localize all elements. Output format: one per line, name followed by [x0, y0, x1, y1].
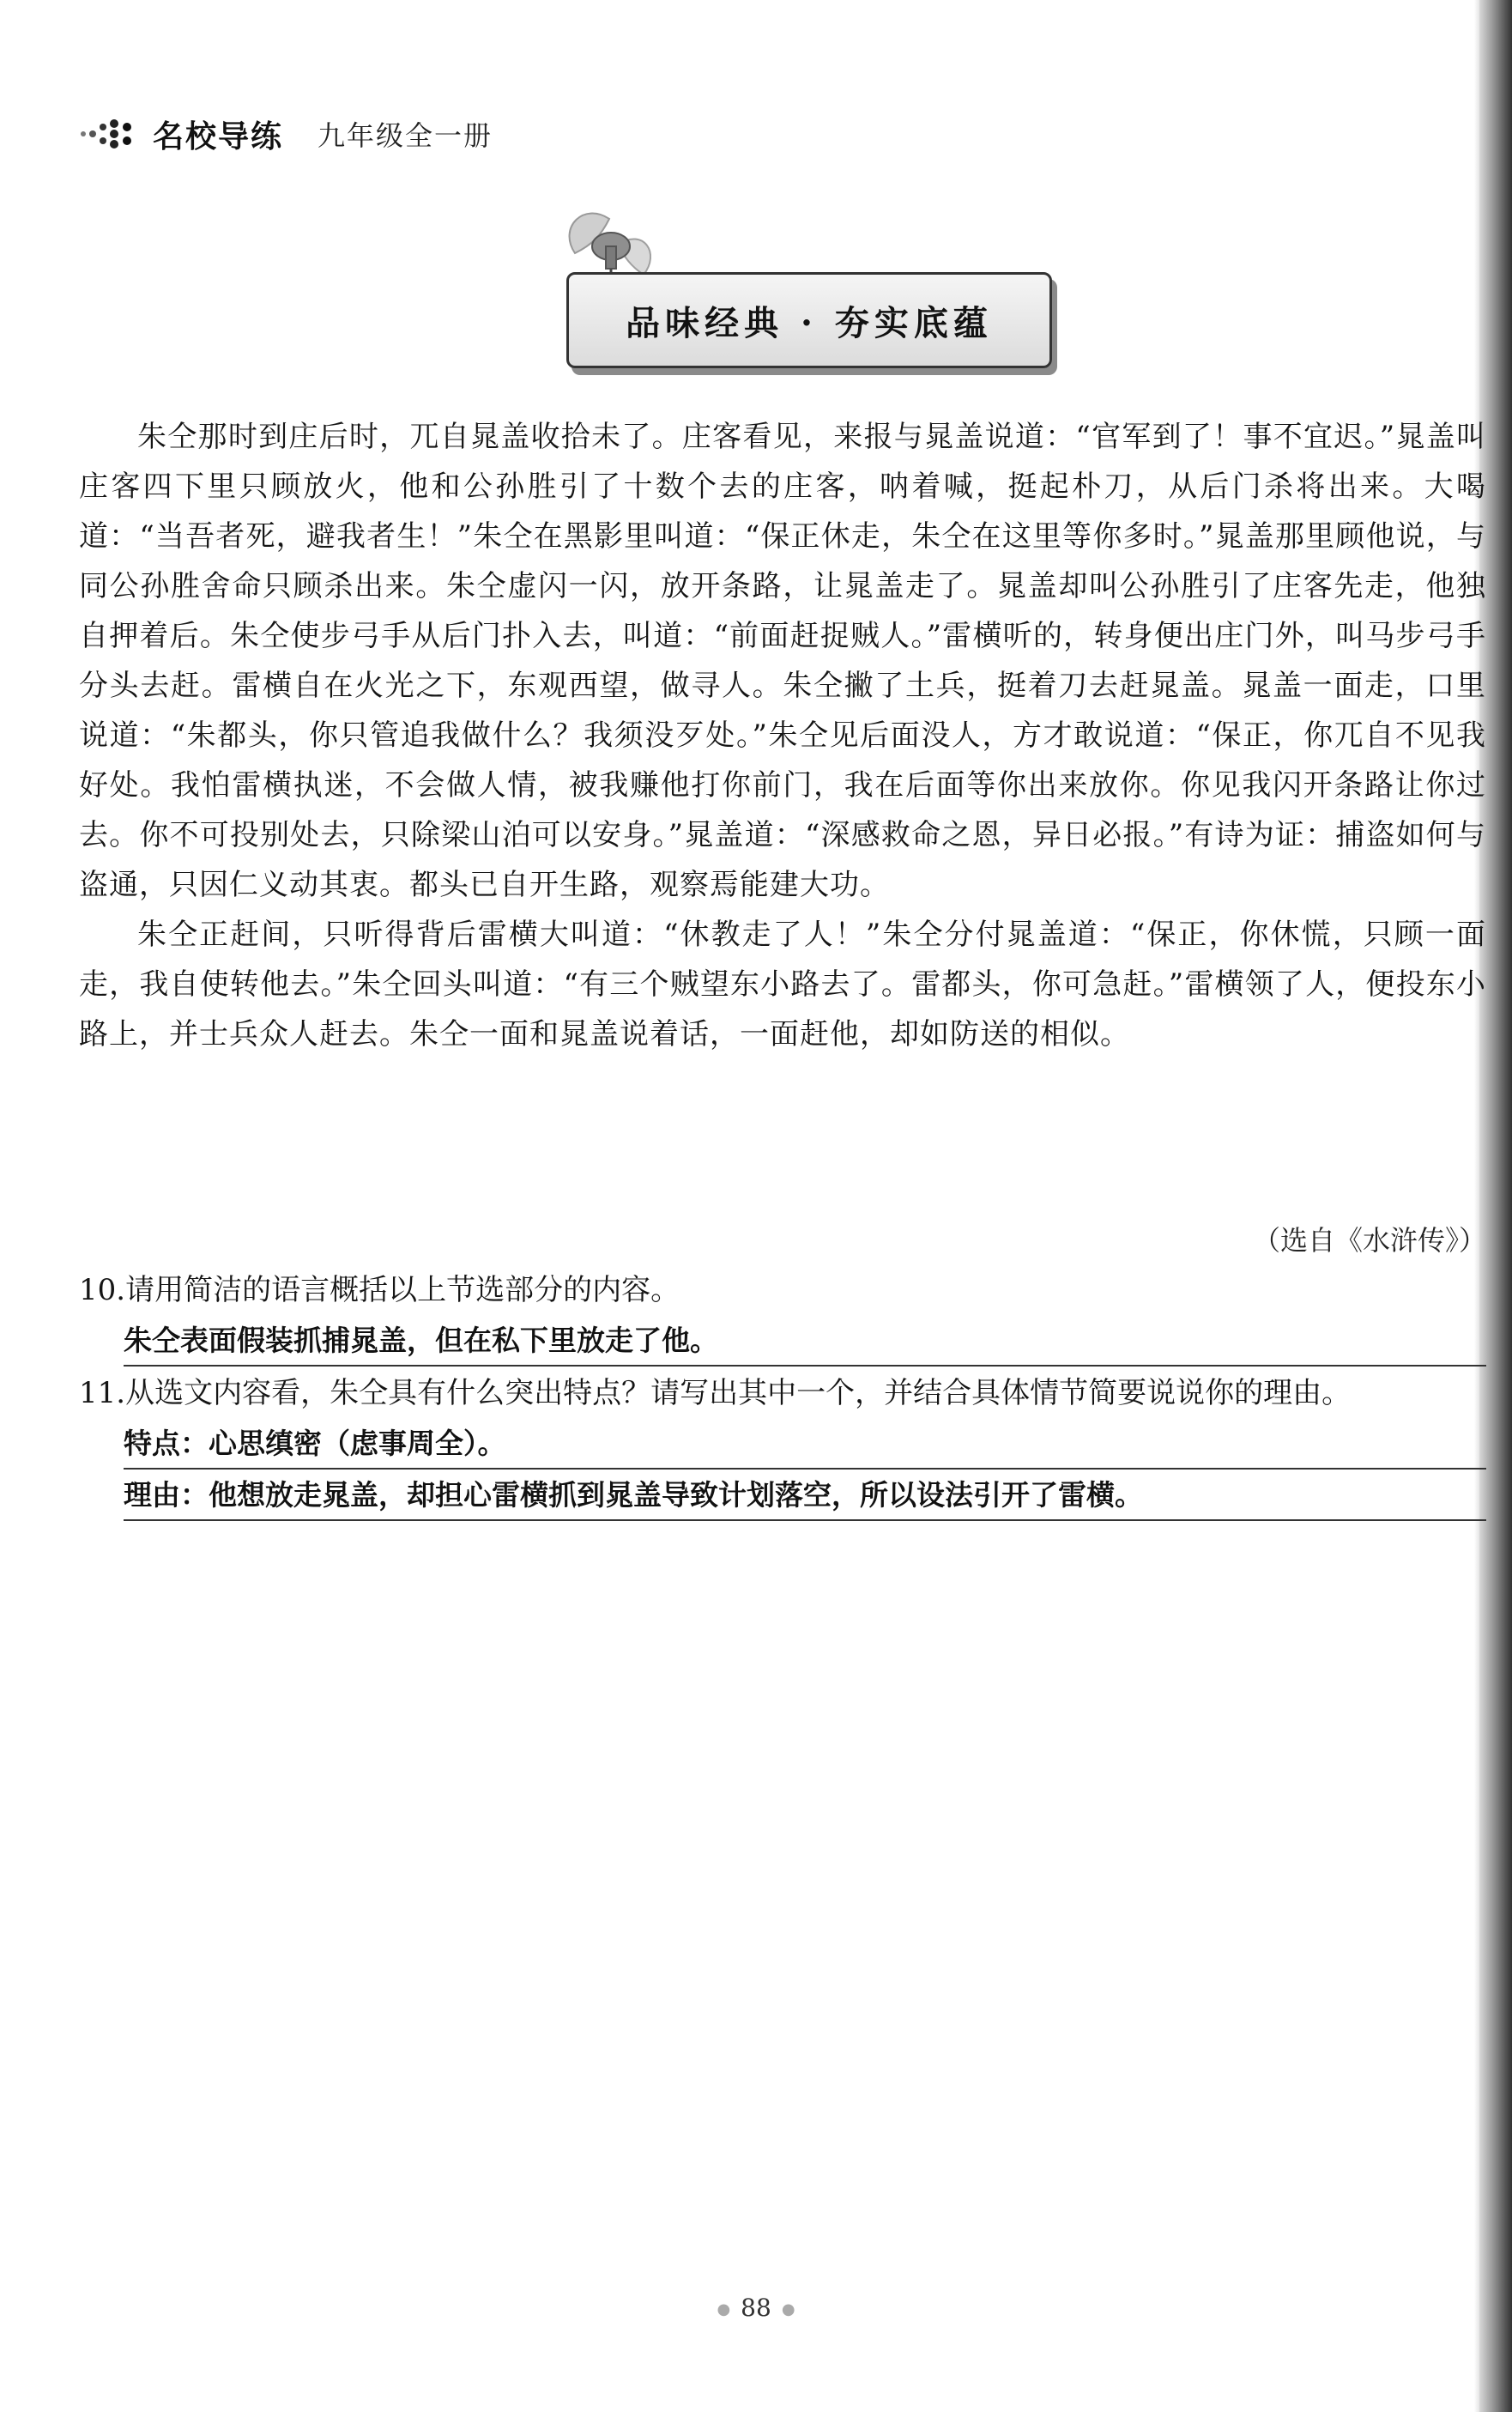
section-title-box	[566, 272, 1052, 368]
running-header	[79, 110, 493, 158]
page-number	[0, 2294, 1512, 2322]
question-10	[79, 1265, 1486, 1315]
answer-line: 朱仝表面假装抓捕晁盖，但在私下里放走了他。	[124, 1315, 1486, 1367]
answer-line: 理由：他想放走晁盖，却担心雷横抓到晁盖导致计划落空，所以设法引开了雷横。	[124, 1470, 1486, 1521]
series-title: 名校导练	[153, 118, 284, 155]
reading-passage	[79, 412, 1486, 1059]
question-number: 11.	[79, 1376, 126, 1410]
dots-icon	[79, 117, 139, 151]
question-text: 从选文内容看，朱仝具有什么突出特点？请写出其中一个，并结合具体情节简要说说你的理由。	[125, 1376, 1352, 1410]
passage-source: （选自《水浒传》）	[1252, 1224, 1486, 1257]
questions-section	[79, 1265, 1486, 1521]
dot-icon: ●	[781, 2300, 795, 2318]
section-title: 品味经典 · 夯实底蕴	[626, 302, 993, 343]
book-spine-shadow	[1479, 0, 1512, 2412]
passage-paragraph: 朱仝正赶间，只听得背后雷横大叫道：“休教走了人！”朱仝分付晁盖道：“保正，你休慌，只顾一面走，我自使转他去。”朱仝回头叫道：“有三个贼望东小路去了。雷都头，你可急赶。”雷横领了人，便投东小路上，并士兵众人赶去。朱仝一面和晁盖说着话，一面赶他，却如防送的相似。	[79, 918, 1486, 1051]
passage-paragraph: 朱仝那时到庄后时，兀自晁盖收拾未了。庄客看见，来报与晁盖说道：“官军到了！事不宜迟。”晁盖叫庄客四下里只顾放火，他和公孙胜引了十数个去的庄客，呐着喊，挺起朴刀，从后门杀将出来。大喝道：“当吾者死，避我者生！”朱仝在黑影里叫道：“保正休走，朱仝在这里等你多时。”晁盖那里顾他说，与同公孙胜舍命只顾杀出来。朱仝虚闪一闪，放开条路，让晁盖走了。晁盖却叫公孙胜引了庄客先走，他独自押着后。朱仝使步弓手从后门扑入去，叫道：“前面赶捉贼人。”雷横听的，转身便出庄门外，叫马步弓手分头去赶。雷横自在火光之下，东观西望，做寻人。朱仝撇了土兵，挺着刀去赶晁盖。晁盖一面走，口里说道：“朱都头，你只管追我做什么？我须没歹处。”朱仝见后面没人，方才敢说道：“保正，你兀自不见我好处。我怕雷横执迷，不会做人情，被我赚他打你前门，我在后面等你出来放你。你见我闪开条路让你过去。你不可投别处去，只除梁山泊可以安身。”晁盖道：“深感救命之恩，异日必报。”有诗为证：捕盗如何与盗通，只因仁义动其衷。都头已自开生路，观察焉能建大功。	[79, 420, 1486, 902]
grade-label: 九年级全一册	[318, 119, 493, 152]
section-banner	[532, 193, 1047, 382]
answer-line: 特点：心思缜密（虑事周全）。	[124, 1418, 1486, 1470]
page-number-text: 88	[741, 2294, 771, 2322]
dot-icon: ●	[717, 2300, 731, 2318]
question-number: 10.	[79, 1273, 126, 1307]
question-11	[79, 1368, 1486, 1418]
question-text: 请用简洁的语言概括以上节选部分的内容。	[125, 1273, 680, 1307]
